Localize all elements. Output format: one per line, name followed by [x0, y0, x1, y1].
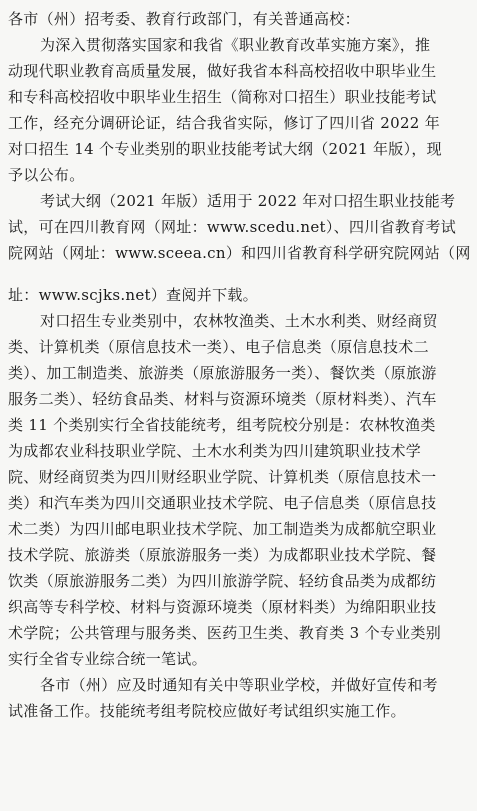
text-line: 实行全省专业综合统一笔试。: [8, 650, 207, 668]
text-line: 术二类）为四川邮电职业技术学院、加工制造类为成都航空职业: [8, 520, 437, 538]
text-line: 类 11 个类别实行全省技能统考，组考院校分别是：农林牧渔类: [8, 416, 436, 434]
text-line: 院、财经商贸类为四川财经职业学院、计算机类（原信息技术一: [8, 468, 437, 486]
text-line: 术学院；公共管理与服务类、医药卫生类、教育类 3 个专业类别: [8, 624, 442, 642]
text-line: 类、计算机类（原信息技术一类）、电子信息类（原信息技术二: [8, 338, 429, 356]
text-line: 技术学院、旅游类（原旅游服务一类）为成都职业技术学院、餐: [8, 546, 437, 564]
text-line: 工作，经充分调研论证，结合我省实际，修订了四川省 2022 年: [8, 114, 441, 132]
text-line: 考试大纲（2021 年版）适用于 2022 年对口招生职业技能考: [40, 192, 456, 210]
text-line-scedu-link: 试，可在四川教育网（网址：www.scedu.net）、四川省教育考试: [8, 218, 457, 236]
text-line: 对口招生专业类别中，农林牧渔类、土木水利类、财经商贸: [40, 312, 438, 330]
text-line: 为成都农业科技职业学院、土木水利类为四川建筑职业技术学: [8, 442, 422, 460]
text-line: 类）和汽车类为四川交通职业技术学院、电子信息类（原信息技: [8, 494, 437, 512]
text-line: 和专科高校招收中职毕业生招生（简称对口招生）职业技能考试: [8, 88, 437, 106]
text-line: 各市（州）应及时通知有关中等职业学校，并做好宣传和考: [40, 676, 438, 694]
text-line: 为深入贯彻落实国家和我省《职业教育改革实施方案》，推: [40, 36, 431, 54]
text-line-sceea-link: 院网站（网址：www.sceea.cn）和四川省教育科学研究院网站（网: [8, 244, 471, 262]
paragraph-syllabus-access: [8, 188, 471, 308]
paragraph-closing: [8, 672, 471, 724]
text-line: 饮类（原旅游服务二类）为四川旅游学院、轻纺食品类为成都纺: [8, 572, 437, 590]
text-line: 动现代职业教育高质量发展，做好我省本科高校招收中职毕业生: [8, 62, 437, 80]
text-line-scjks-link: 址：www.scjks.net）查阅并下载。: [8, 286, 258, 304]
text-line: 织高等专科学校、材料与资源环境类（原材料类）为绵阳职业技: [8, 598, 437, 616]
text-line: 对口招生 14 个专业类别的职业技能考试大纲（2021 年版），现: [8, 140, 442, 158]
text-line: 服务二类）、轻纺食品类、材料与资源环境类（原材料类）、汽车: [8, 390, 437, 408]
text-line: 予以公布。: [8, 166, 85, 184]
text-line: 试准备工作。技能统考组考院校应做好考试组织实施工作。: [8, 702, 406, 720]
text-line: 类）、加工制造类、旅游类（原旅游服务一类）、餐饮类（原旅游: [8, 364, 437, 382]
paragraph-exam-categories: [8, 308, 471, 672]
salutation: 各市（州）招考委、教育行政部门，有关普通高校：: [8, 10, 360, 28]
paragraph-intro: [8, 32, 471, 188]
